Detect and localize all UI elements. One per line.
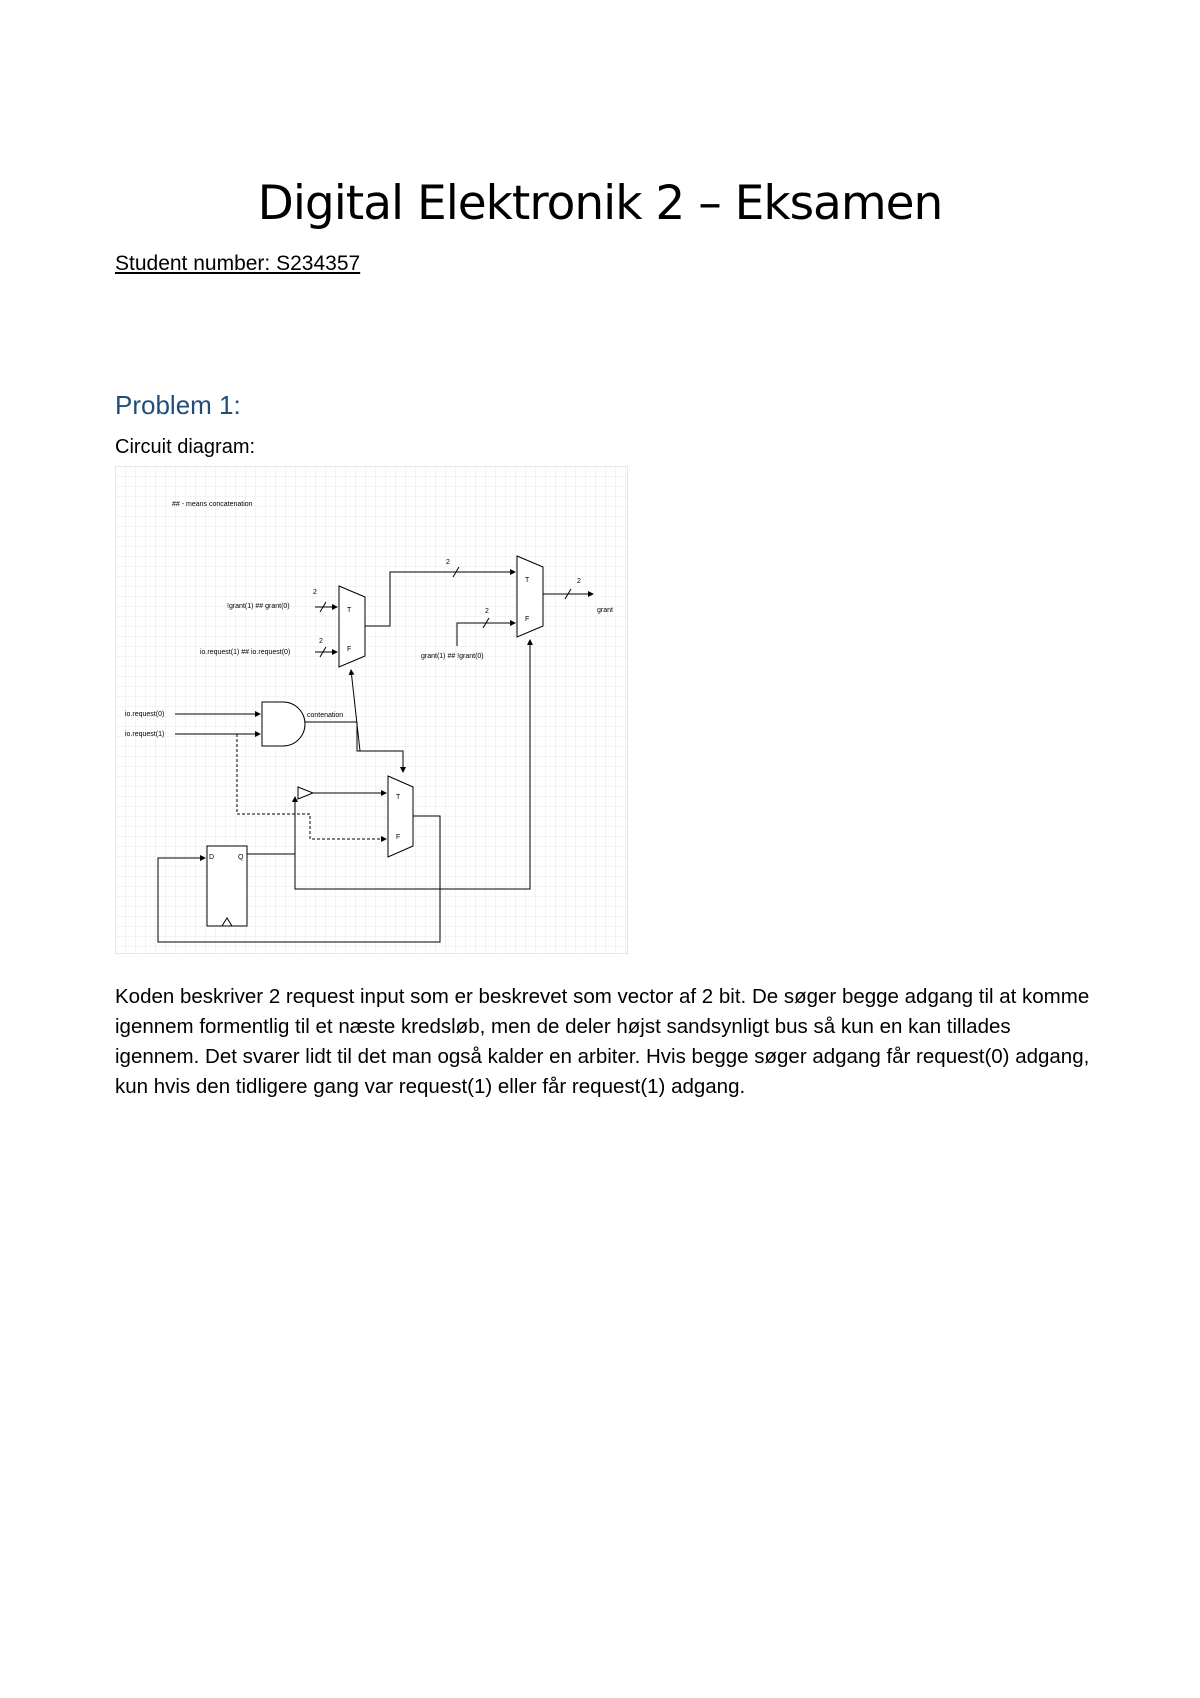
problem-heading: Problem 1: <box>115 390 241 420</box>
bus-width-label: 2 <box>313 589 317 596</box>
mux-3 <box>388 776 413 857</box>
mux-2-true-label: T <box>525 577 530 584</box>
register-q-label: Q <box>238 854 244 861</box>
mux-3-false-label: F <box>396 834 401 841</box>
and-output-label: contenation <box>307 712 344 719</box>
mux-1-false-label: F <box>347 646 352 653</box>
mux-2 <box>517 556 543 637</box>
grant-output-label: grant <box>597 607 613 614</box>
mux-1-true-input-label: !grant(1) ## grant(0) <box>227 603 290 610</box>
document-title: Digital Elektronik 2 – Eksamen <box>257 176 943 231</box>
mux-3-true-label: T <box>396 794 401 801</box>
and-gate <box>262 702 305 746</box>
mux-1-true-label: T <box>347 607 352 614</box>
circuit-diagram <box>115 466 628 954</box>
mux-2-false-label: F <box>525 616 530 623</box>
register-d-label: D <box>209 854 215 861</box>
diagram-caption: Circuit diagram: <box>115 436 256 458</box>
bus-width-label: 2 <box>319 638 323 645</box>
mux-1 <box>339 586 365 667</box>
mux-1-false-input-label: io.request(1) ## io.request(0) <box>200 649 291 656</box>
grid-background <box>115 466 628 954</box>
bus-width-label: 2 <box>577 578 581 585</box>
answer-paragraph: Koden beskriver 2 request input som er beskrevet som vector af 2 bit. De søger begge adgang til at komme igennem formentlig til et næste kredsløb, men de deler højst sandsynligt bus så kun en kan tillades igennem. Det svarer lidt til det man også kalder en arbiter. Hvis begge søger adgang får request(0) adgang, kun hvis den tidligere gang var request(1) eller får request(1) adgang. <box>115 985 1090 1098</box>
student-number: Student number: S234357 <box>115 252 361 275</box>
request-0-label: io.request(0) <box>125 711 165 718</box>
bus-width-label: 2 <box>485 608 489 615</box>
request-1-label: io.request(1) <box>125 731 165 738</box>
bus-width-label: 2 <box>446 559 450 566</box>
mux-2-false-input-label: grant(1) ## !grant(0) <box>421 653 484 660</box>
concatenation-note: ## - means concatenation <box>172 501 253 508</box>
